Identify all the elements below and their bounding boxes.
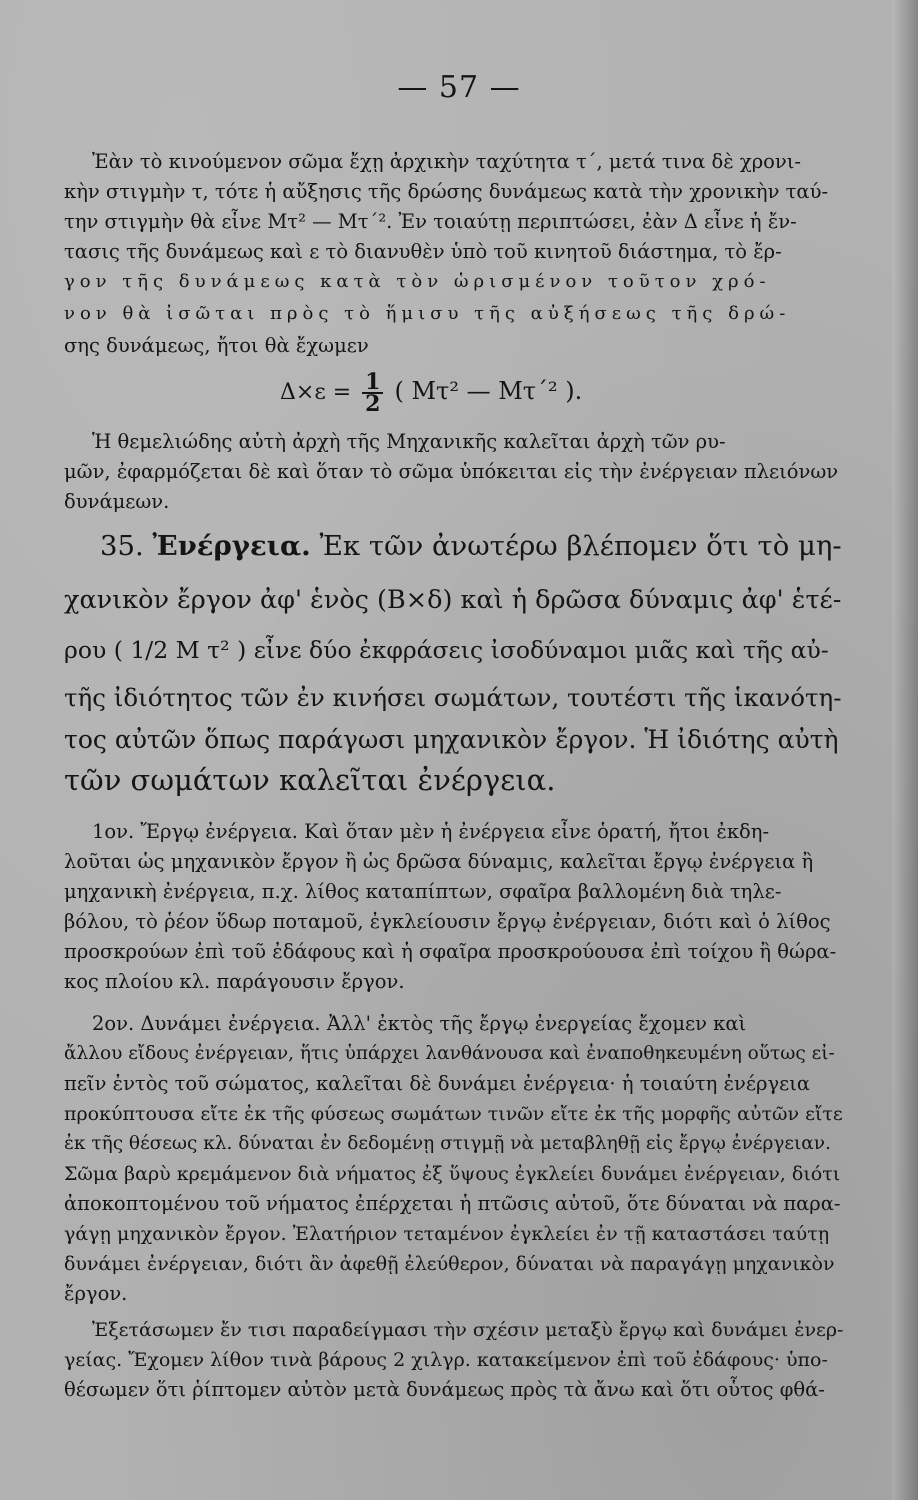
text-line: γον τῆς δυνάμεως κατὰ τὸν ὡρισμένον τοῦτον χρό- [64, 271, 771, 292]
equation [280, 369, 583, 417]
text-line: Ἐξετάσωμεν ἔν τισι παραδείγμασι τὴν σχέσιν μεταξὺ ἔργῳ καὶ δυνάμει ἐνερ- [92, 1319, 844, 1341]
text-line: σης δυνάμεως, ἤτοι θὰ ἔχωμεν [64, 334, 369, 357]
section-text: Ἐκ τῶν ἀνωτέρω βλέπομεν ὅτι τὸ μη- [319, 530, 842, 562]
text-line: κος πλοίου κλ. παράγουσιν ἔργον. [64, 970, 405, 993]
text-line: Ἡ θεμελιώδης αὐτὴ ἀρχὴ τῆς Μηχανικῆς καλεῖται ἀρχὴ τῶν ρυ- [92, 430, 726, 453]
text-line: γείας. Ἔχομεν λίθον τινὰ βάρους 2 χιλγρ. κατακείμενον ἐπὶ τοῦ ἐδάφους· ὑπο- [64, 1349, 828, 1371]
text-line: μηχανικὴ ἐνέργεια, π.χ. λίθος καταπίπτων, σφαῖρα βαλλομένη διὰ τηλε- [64, 880, 782, 903]
section-text: τῆς ἰδιότητος τῶν ἐν κινήσει σωμάτων, τουτέστι τῆς ἱκανότη- [64, 683, 842, 712]
text-line: την στιγμὴν θὰ εἶνε Μτ² — Μτ΄². Ἐν τοιαύτῃ περιπτώσει, ἐὰν Δ εἶνε ἡ ἔν- [64, 210, 797, 233]
section-text: ρου ( 1/2 Μ τ² ) εἶνε δύο ἐκφράσεις ἰσοδύναμοι μιᾶς καὶ τῆς αὐ- [64, 636, 829, 664]
fraction-numerator: 1 [362, 372, 383, 394]
text-line: Ἐὰν τὸ κινούμενον σῶμα ἔχῃ ἀρχικὴν ταχύτητα τ΄, μετά τινα δὲ χρονι- [92, 150, 801, 173]
text-line: 1ον. Ἔργῳ ἐνέργεια. Καὶ ὅταν μὲν ἡ ἐνέργεια εἶνε ὁρατή, ἤτοι ἐκδη- [92, 820, 770, 843]
section-text: τῶν σωμάτων καλεῖται ἐνέργεια. [64, 763, 556, 797]
text-line: δυνάμει ἐνέργειαν, διότι ἂν ἀφεθῇ ἐλεύθερον, δύναται νὰ παραγάγῃ μηχανικὸν [64, 1253, 835, 1275]
equation-lhs: Δ×ε = [280, 380, 352, 405]
equation-fraction [362, 369, 383, 417]
section-text: τος αὐτῶν ὅπως παράγωσι μηχανικὸν ἔργον. Ἡ ἰδιότης αὐτὴ [64, 725, 839, 754]
text-line: γάγῃ μηχανικὸν ἔργον. Ἐλατήριον τεταμένον ἐγκλείει ἐν τῇ καταστάσει ταύτῃ [64, 1223, 830, 1245]
text-line: δυνάμεων. [64, 490, 170, 513]
text-line: πεῖν ἐντὸς τοῦ σώματος, καλεῖται δὲ δυνάμει ἐνέργεια· ἡ τοιαύτη ἐνέργεια [64, 1072, 811, 1095]
section-number: 35. [100, 530, 144, 562]
text-line: προκύπτουσα εἴτε ἐκ τῆς φύσεως σωμάτων τινῶν εἴτε ἐκ τῆς μορφῆς αὐτῶν εἴτε [64, 1103, 843, 1125]
text-line: 2ον. Δυνάμει ἐνέργεια. Ἀλλ' ἐκτὸς τῆς ἔργῳ ἐνεργείας ἔχομεν καὶ [92, 1012, 747, 1035]
text-line: λοῦται ὡς μηχανικὸν ἔργον ἢ ὡς δρῶσα δύναμις, καλεῖται ἔργῳ ἐνέργεια ἢ [64, 850, 814, 873]
text-line: ἄλλου εἴδους ἐνέργειαν, ἥτις ὑπάρχει λανθάνουσα καὶ ἐναποθηκευμένη οὕτως εἰ- [64, 1043, 835, 1064]
text-line: Σῶμα βαρὺ κρεμάμενον διὰ νήματος ἐξ ὕψους ἐγκλείει δυνάμει ἐνέργειαν, διότι [64, 1163, 841, 1185]
section-text: χανικὸν ἔργον ἀφ' ἑνὸς (Β×δ) καὶ ἡ δρῶσα δύναμις ἀφ' ἑτέ- [64, 585, 842, 615]
text-line: ἀποκοπτομένου τοῦ νήματος ἐπέρχεται ἡ πτῶσις αὐτοῦ, ὅτε δύναται νὰ παρα- [64, 1192, 841, 1215]
text-line: προσκρούων ἐπὶ τοῦ ἐδάφους καὶ ἡ σφαῖρα προσκρούουσα ἐπὶ τοίχου ἢ θώρα- [64, 940, 837, 963]
text-line: θέσωμεν ὅτι ῥίπτομεν αὐτὸν μετὰ δυνάμεως πρὸς τὰ ἄνω καὶ ὅτι οὗτος φθά- [64, 1378, 825, 1401]
text-line: ἔργον. [64, 1282, 128, 1305]
text-line: βόλου, τὸ ῥέον ὕδωρ ποταμοῦ, ἐγκλείουσιν ἔργῳ ἐνέργειαν, διότι καὶ ὁ λίθος [64, 910, 831, 933]
text-line: ἐκ τῆς θέσεως κλ. δύναται ἐν δεδομένῃ στιγμῇ νὰ μεταβληθῇ εἰς ἔργῳ ἐνέργειαν. [64, 1133, 831, 1154]
section-title: Ἐνέργεια. [152, 530, 311, 562]
page-number: — 57 — [397, 70, 521, 105]
text-line: νον θὰ ἰσῶται πρὸς τὸ ἥμισυ τῆς αὐξήσεως τῆς δρώ- [64, 303, 791, 324]
equation-rhs: ( Μτ² — Μτ΄² ). [394, 377, 583, 405]
section-heading-line [100, 528, 844, 564]
text-line: κὴν στιγμὴν τ, τότε ἡ αὔξησις τῆς δρώσης δυνάμεως κατὰ τὴν χρονικὴν ταύ- [64, 180, 829, 203]
fraction-denominator: 2 [365, 391, 381, 417]
text-line: μῶν, ἐφαρμόζεται δὲ καὶ ὅταν τὸ σῶμα ὑπόκειται εἰς τὴν ἐνέργειαν πλειόνων [64, 460, 839, 483]
text-line: τασις τῆς δυνάμεως καὶ ε τὸ διανυθὲν ὑπὸ τοῦ κινητοῦ διάστημα, τὸ ἔρ- [64, 240, 782, 263]
